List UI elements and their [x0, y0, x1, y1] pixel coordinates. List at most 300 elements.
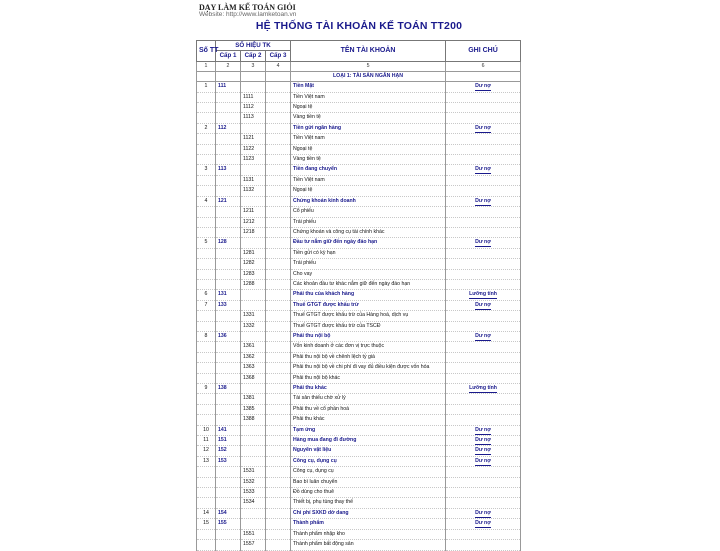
col-header-name: TÊN TÀI KHOẢN [291, 41, 446, 62]
row-account-name: Thành phẩm nhập kho [291, 529, 446, 539]
table-row [197, 238, 521, 248]
row-stt: 13 [197, 456, 216, 466]
row-note [446, 384, 521, 394]
row-stt: 15 [197, 519, 216, 529]
row-level1-code: 152 [216, 446, 241, 456]
row-level1-code [216, 259, 241, 269]
row-level1-code [216, 394, 241, 404]
row-level3-code [266, 436, 291, 446]
table-row [197, 540, 521, 550]
row-level2-code: 1385 [241, 404, 266, 414]
row-note [446, 92, 521, 102]
row-level3-code [266, 300, 291, 310]
row-level2-code: 1368 [241, 373, 266, 383]
row-note [446, 248, 521, 258]
row-level3-code [266, 82, 291, 92]
row-stt [197, 342, 216, 352]
row-level2-code: 1362 [241, 352, 266, 362]
row-note [446, 529, 521, 539]
table-row [197, 300, 521, 310]
table-row [197, 259, 521, 269]
row-level1-code [216, 186, 241, 196]
document-title: HỆ THỐNG TÀI KHOẢN KẾ TOÁN TT200 [255, 20, 463, 32]
row-level2-code: 1363 [241, 363, 266, 373]
row-stt: 3 [197, 165, 216, 175]
row-level2-code: 1212 [241, 217, 266, 227]
row-level2-code [241, 519, 266, 529]
row-stt: 2 [197, 123, 216, 133]
row-level1-code: 112 [216, 123, 241, 133]
account-table [196, 40, 521, 551]
row-note [446, 446, 521, 456]
row-note [446, 279, 521, 289]
row-account-name: Công cụ, dụng cụ [291, 467, 446, 477]
column-number: 5 [291, 61, 446, 71]
row-level1-code [216, 175, 241, 185]
row-note [446, 269, 521, 279]
balance-type: Dư nợ [475, 166, 491, 173]
row-note [446, 488, 521, 498]
row-level3-code [266, 394, 291, 404]
row-level2-code [241, 290, 266, 300]
row-level1-code: 154 [216, 508, 241, 518]
row-level2-code: 1283 [241, 269, 266, 279]
row-level1-code [216, 269, 241, 279]
row-level1-code [216, 279, 241, 289]
row-level2-code: 1282 [241, 259, 266, 269]
row-stt [197, 394, 216, 404]
row-level1-code: 113 [216, 165, 241, 175]
col-header-account-no: SỐ HIỆU TK [216, 41, 291, 51]
row-account-name: Thuế GTGT được khấu trừ của Hàng hoá, dịch vụ [291, 311, 446, 321]
row-account-name: Ngoại tệ [291, 103, 446, 113]
balance-type: Dư nợ [475, 239, 491, 246]
row-level2-code: 1531 [241, 467, 266, 477]
row-level2-code: 1211 [241, 207, 266, 217]
row-level1-code: 131 [216, 290, 241, 300]
row-account-name: Phải thu của khách hàng [291, 290, 446, 300]
row-account-name: Vàng tiền tệ [291, 155, 446, 165]
balance-type: Dư nợ [475, 197, 491, 204]
row-note [446, 363, 521, 373]
table-row [197, 196, 521, 206]
row-level2-code [241, 331, 266, 341]
row-account-name: Phải thu nội bộ khác [291, 373, 446, 383]
row-stt [197, 498, 216, 508]
row-stt: 12 [197, 446, 216, 456]
row-level3-code [266, 186, 291, 196]
table-row [197, 175, 521, 185]
row-level2-code [241, 238, 266, 248]
row-account-name: Ngoại tệ [291, 186, 446, 196]
row-level1-code [216, 488, 241, 498]
row-note [446, 259, 521, 269]
row-level1-code: 141 [216, 425, 241, 435]
row-level3-code [266, 508, 291, 518]
row-stt [197, 467, 216, 477]
table-row [197, 269, 521, 279]
table-row [197, 394, 521, 404]
row-account-name: Chứng khoán kinh doanh [291, 196, 446, 206]
row-level2-code: 1218 [241, 227, 266, 237]
row-level1-code [216, 363, 241, 373]
row-note [446, 331, 521, 341]
table-row [197, 290, 521, 300]
table-row [197, 425, 521, 435]
row-level3-code [266, 456, 291, 466]
row-level3-code [266, 540, 291, 550]
row-level1-code [216, 321, 241, 331]
row-stt [197, 207, 216, 217]
table-row [197, 134, 521, 144]
table-row [197, 498, 521, 508]
table-row [197, 384, 521, 394]
table-row [197, 488, 521, 498]
row-note [446, 508, 521, 518]
row-note [446, 155, 521, 165]
row-account-name: Tiền Việt nam [291, 134, 446, 144]
section-row [197, 71, 521, 81]
row-level1-code [216, 217, 241, 227]
balance-type: Lưỡng tính [469, 291, 497, 298]
balance-type: Dư nợ [475, 447, 491, 454]
row-level2-code: 1122 [241, 144, 266, 154]
row-stt [197, 259, 216, 269]
table-row [197, 165, 521, 175]
row-account-name: Chi phí SXKD dở dang [291, 508, 446, 518]
column-number: 4 [266, 61, 291, 71]
table-row [197, 529, 521, 539]
row-level3-code [266, 227, 291, 237]
row-stt [197, 144, 216, 154]
row-account-name: Thuế GTGT được khấu trừ [291, 300, 446, 310]
row-level2-code: 1288 [241, 279, 266, 289]
row-level2-code: 1551 [241, 529, 266, 539]
row-level3-code [266, 529, 291, 539]
row-account-name: Phải thu về cổ phần hoá [291, 404, 446, 414]
row-note [446, 144, 521, 154]
row-level1-code [216, 144, 241, 154]
row-level1-code: 138 [216, 384, 241, 394]
table-row [197, 186, 521, 196]
row-level2-code: 1111 [241, 92, 266, 102]
table-row [197, 436, 521, 446]
row-note [446, 103, 521, 113]
balance-type: Dư nợ [475, 509, 491, 516]
table-row [197, 415, 521, 425]
row-level3-code [266, 415, 291, 425]
row-account-name: Thuế GTGT được khấu trừ của TSCĐ [291, 321, 446, 331]
row-level2-code: 1131 [241, 175, 266, 185]
row-level3-code [266, 321, 291, 331]
row-stt [197, 227, 216, 237]
row-account-name: Cổ phiếu [291, 207, 446, 217]
row-stt [197, 103, 216, 113]
row-level3-code [266, 155, 291, 165]
row-level1-code: 133 [216, 300, 241, 310]
row-level3-code [266, 269, 291, 279]
row-note [446, 394, 521, 404]
balance-type: Dư nợ [475, 332, 491, 339]
row-stt [197, 134, 216, 144]
balance-type: Dư nợ [475, 83, 491, 90]
row-account-name: Nguyên vật liệu [291, 446, 446, 456]
row-level3-code [266, 144, 291, 154]
table-row [197, 363, 521, 373]
row-account-name: Trái phiếu [291, 217, 446, 227]
row-level3-code [266, 498, 291, 508]
table-row [197, 311, 521, 321]
row-level1-code: 153 [216, 456, 241, 466]
row-level3-code [266, 134, 291, 144]
row-stt: 6 [197, 290, 216, 300]
row-level3-code [266, 103, 291, 113]
row-level2-code [241, 196, 266, 206]
row-level1-code [216, 540, 241, 550]
column-number: 6 [446, 61, 521, 71]
row-account-name: Tiền đang chuyển [291, 165, 446, 175]
col-header-level1: Cấp 1 [216, 51, 241, 61]
row-level3-code [266, 207, 291, 217]
table-row [197, 217, 521, 227]
table-row [197, 103, 521, 113]
row-account-name: Vàng tiền tệ [291, 113, 446, 123]
row-level3-code [266, 92, 291, 102]
row-note [446, 123, 521, 133]
column-number-row [197, 61, 521, 71]
row-stt: 11 [197, 436, 216, 446]
row-level1-code [216, 134, 241, 144]
balance-type: Dư nợ [475, 520, 491, 527]
row-level3-code [266, 467, 291, 477]
row-level2-code [241, 384, 266, 394]
row-account-name: Tiền gửi có kỳ hạn [291, 248, 446, 258]
row-level1-code [216, 498, 241, 508]
row-account-name: Phải thu nội bộ về chi phí đi vay đủ điều kiện được vốn hóa [291, 363, 446, 373]
row-level2-code: 1281 [241, 248, 266, 258]
col-header-note: GHI CHÚ [446, 41, 521, 62]
row-level1-code [216, 227, 241, 237]
row-note [446, 519, 521, 529]
row-account-name: Hàng mua đang đi đường [291, 436, 446, 446]
table-row [197, 207, 521, 217]
row-account-name: Vốn kinh doanh ở các đơn vị trực thuộc [291, 342, 446, 352]
row-note [446, 540, 521, 550]
col-header-level3: Cấp 3 [266, 51, 291, 61]
row-level3-code [266, 404, 291, 414]
section-title: LOẠI 1: TÀI SẢN NGẮN HẠN [291, 71, 446, 81]
row-level3-code [266, 217, 291, 227]
row-level1-code [216, 404, 241, 414]
balance-type: Lưỡng tính [469, 385, 497, 391]
column-number: 1 [197, 61, 216, 71]
col-header-stt: Số TT [197, 41, 216, 62]
row-level3-code [266, 488, 291, 498]
row-account-name: Cho vay [291, 269, 446, 279]
table-row [197, 404, 521, 414]
row-stt [197, 415, 216, 425]
row-account-name: Tiền Việt nam [291, 92, 446, 102]
balance-type: Dư nợ [475, 457, 491, 464]
row-level3-code [266, 248, 291, 258]
table-row [197, 155, 521, 165]
row-note [446, 113, 521, 123]
row-level2-code: 1121 [241, 134, 266, 144]
row-level3-code [266, 279, 291, 289]
row-stt [197, 363, 216, 373]
row-level3-code [266, 446, 291, 456]
row-level1-code [216, 103, 241, 113]
row-level2-code [241, 446, 266, 456]
row-level2-code: 1361 [241, 342, 266, 352]
row-level1-code [216, 113, 241, 123]
row-account-name: Phải thu khác [291, 384, 446, 394]
row-level2-code [241, 82, 266, 92]
row-account-name: Tiền Việt nam [291, 175, 446, 185]
row-stt [197, 373, 216, 383]
row-level3-code [266, 238, 291, 248]
row-level3-code [266, 123, 291, 133]
row-stt [197, 248, 216, 258]
row-level2-code [241, 508, 266, 518]
row-note [446, 82, 521, 92]
row-level1-code [216, 467, 241, 477]
table-row [197, 519, 521, 529]
row-note [446, 207, 521, 217]
row-stt [197, 529, 216, 539]
row-stt [197, 155, 216, 165]
row-note [446, 342, 521, 352]
row-level1-code: 151 [216, 436, 241, 446]
table-row [197, 467, 521, 477]
table-row [197, 331, 521, 341]
table-row [197, 92, 521, 102]
row-note [446, 467, 521, 477]
row-stt: 10 [197, 425, 216, 435]
row-level1-code: 111 [216, 82, 241, 92]
row-note [446, 175, 521, 185]
row-note [446, 227, 521, 237]
row-level3-code [266, 425, 291, 435]
account-table-body [197, 71, 521, 550]
row-level2-code [241, 425, 266, 435]
row-stt [197, 175, 216, 185]
site-url: Website: http://www.lamketoan.vn [199, 11, 297, 18]
row-level2-code: 1132 [241, 186, 266, 196]
table-row [197, 508, 521, 518]
row-level1-code [216, 477, 241, 487]
row-level2-code: 1533 [241, 488, 266, 498]
row-level3-code [266, 311, 291, 321]
col-header-level2: Cấp 2 [241, 51, 266, 61]
row-level3-code [266, 342, 291, 352]
row-note [446, 456, 521, 466]
table-row [197, 373, 521, 383]
row-level2-code: 1381 [241, 394, 266, 404]
table-row [197, 446, 521, 456]
row-stt [197, 404, 216, 414]
row-stt [197, 488, 216, 498]
row-note [446, 311, 521, 321]
row-level1-code [216, 373, 241, 383]
row-stt: 7 [197, 300, 216, 310]
row-account-name: Tài sản thiếu chờ xử lý [291, 394, 446, 404]
table-row [197, 456, 521, 466]
row-level3-code [266, 363, 291, 373]
row-account-name: Phải thu nội bộ [291, 331, 446, 341]
row-account-name: Đồ dùng cho thuê [291, 488, 446, 498]
row-level1-code [216, 248, 241, 258]
row-level2-code: 1113 [241, 113, 266, 123]
row-note [446, 321, 521, 331]
row-level2-code [241, 165, 266, 175]
row-level3-code [266, 113, 291, 123]
row-level1-code: 155 [216, 519, 241, 529]
row-note [446, 300, 521, 310]
row-note [446, 238, 521, 248]
row-stt [197, 217, 216, 227]
row-level1-code: 121 [216, 196, 241, 206]
row-level2-code [241, 436, 266, 446]
table-row [197, 279, 521, 289]
row-level1-code: 136 [216, 331, 241, 341]
table-row [197, 82, 521, 92]
column-number: 2 [216, 61, 241, 71]
row-note [446, 373, 521, 383]
balance-type: Dư nợ [475, 437, 491, 444]
row-level3-code [266, 519, 291, 529]
row-note [446, 217, 521, 227]
row-level3-code [266, 331, 291, 341]
row-note [446, 186, 521, 196]
row-account-name: Chứng khoán và công cụ tài chính khác [291, 227, 446, 237]
row-stt [197, 540, 216, 550]
row-level2-code: 1534 [241, 498, 266, 508]
row-level1-code [216, 342, 241, 352]
row-level1-code [216, 311, 241, 321]
row-level3-code [266, 165, 291, 175]
row-level2-code [241, 123, 266, 133]
row-note [446, 196, 521, 206]
table-row [197, 248, 521, 258]
row-note [446, 425, 521, 435]
row-level2-code: 1331 [241, 311, 266, 321]
row-account-name: Tiền gửi ngân hàng [291, 123, 446, 133]
row-level1-code [216, 415, 241, 425]
row-level2-code: 1332 [241, 321, 266, 331]
row-level3-code [266, 477, 291, 487]
row-note [446, 436, 521, 446]
balance-type: Dư nợ [475, 124, 491, 131]
row-level2-code [241, 300, 266, 310]
row-level3-code [266, 352, 291, 362]
table-row [197, 227, 521, 237]
row-stt: 9 [197, 384, 216, 394]
row-level1-code: 128 [216, 238, 241, 248]
row-level3-code [266, 175, 291, 185]
row-stt: 14 [197, 508, 216, 518]
row-account-name: Thành phẩm bất động sản [291, 540, 446, 550]
column-number: 3 [241, 61, 266, 71]
row-account-name: Thiết bị, phụ tùng thay thế [291, 498, 446, 508]
row-note [446, 415, 521, 425]
row-account-name: Các khoản đầu tư khác nắm giữ đến ngày đáo hạn [291, 279, 446, 289]
table-row [197, 123, 521, 133]
row-level2-code: 1557 [241, 540, 266, 550]
row-note [446, 498, 521, 508]
row-stt [197, 186, 216, 196]
row-note [446, 165, 521, 175]
